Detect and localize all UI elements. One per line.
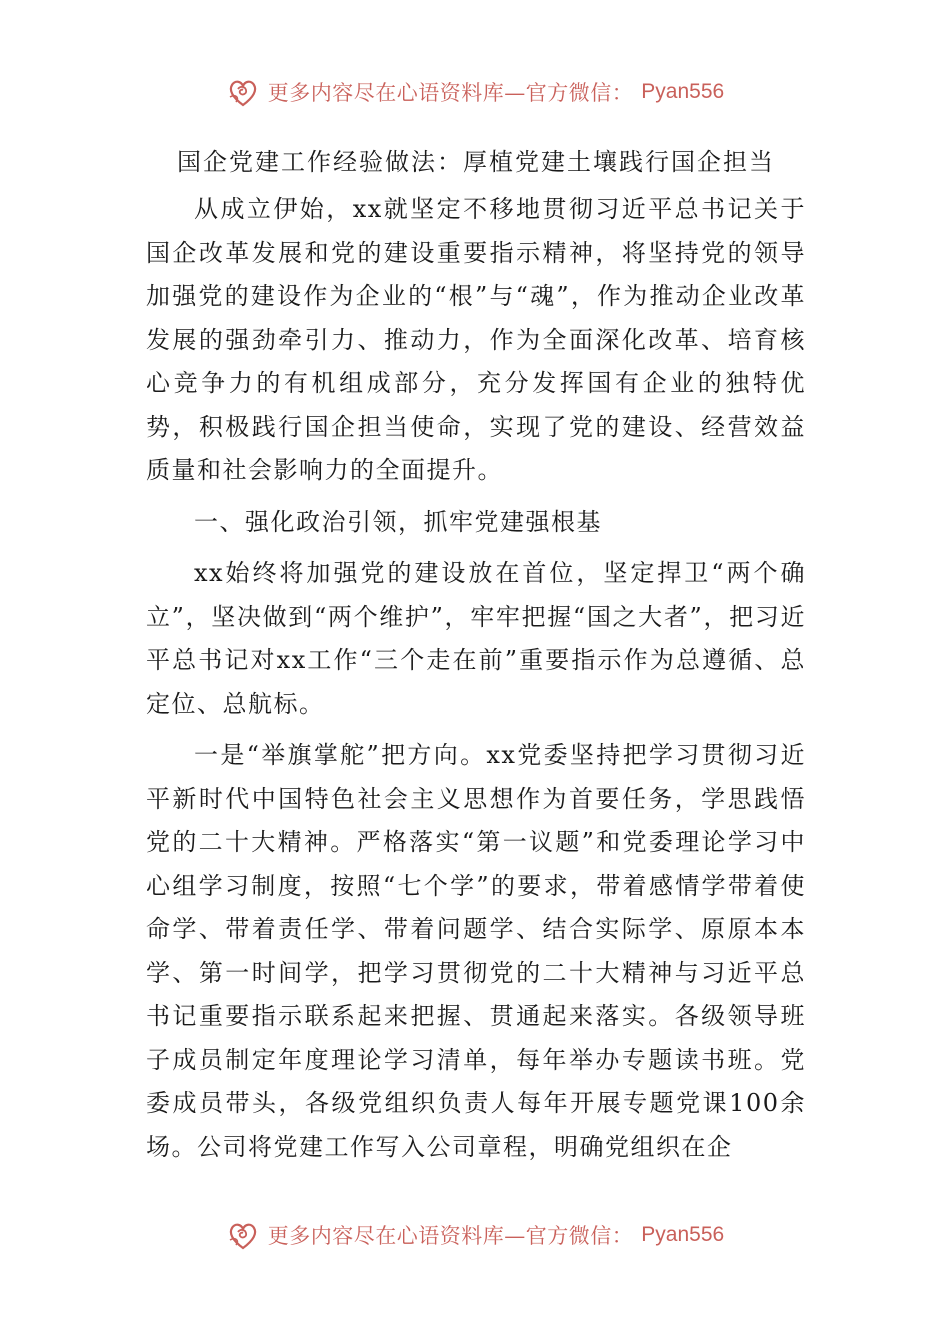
top-watermark-banner [0,70,950,114]
bottom-watermark-banner [0,1213,950,1257]
document-title: 国企党建工作经验做法：厚植党建土壤践行国企担当 [177,148,775,176]
document-body [146,140,806,1177]
watermark-wechat-id: Pyan556 [641,1223,725,1246]
paragraph-section-1: xx始终将加强党的建设放在首位，坚定捍卫“两个确立”，坚决做到“两个维护”，牢牢把握“国之大者”，把习近平总书记对xx工作“三个走在前”重要指示作为总遵循、总定位、总航标。 [146,559,806,718]
watermark-text: 更多内容尽在心语资料库—官方微信： [267,1224,634,1248]
watermark-text: 更多内容尽在心语资料库—官方微信： [267,81,634,105]
watermark-wechat-id: Pyan556 [641,80,725,103]
heart-spiral-logo-icon [226,75,260,109]
paragraph-intro: 从成立伊始，xx就坚定不移地贯彻习近平总书记关于国企改革发展和党的建设重要指示精神，将坚持党的领导加强党的建设作为企业的“根”与“魂”，作为推动企业改革发展的强劲牵引力、推动力，作为全面深化改革、培育核心竞争力的有机组成部分，充分发挥国有企业的独特优势，积极践行国企担当使命，实现了党的建设、经营效益质量和社会影响力的全面提升。 [146,195,806,484]
paragraph-point-1: 一是“举旗掌舵”把方向。xx党委坚持把学习贯彻习近平新时代中国特色社会主义思想作为首要任务，学思践悟党的二十大精神。严格落实“第一议题”和党委理论学习中心组学习制度，按照“七个学”的要求，带着感情学带着使命学、带着责任学、带着问题学、结合实际学、原原本本学、第一时间学，把学习贯彻党的二十大精神与习近平总书记重要指示联系起来把握、贯通起来落实。各级领导班子成员制定年度理论学习清单，每年举办专题读书班。党委成员带头，各级党组织负责人每年开展专题党课100余场。公司将党建工作写入公司章程，明确党组织在企 [146,741,806,1161]
section-heading-1: 一、强化政治引领，抓牢党建强根基 [194,507,602,536]
heart-spiral-logo-icon [226,1218,260,1252]
